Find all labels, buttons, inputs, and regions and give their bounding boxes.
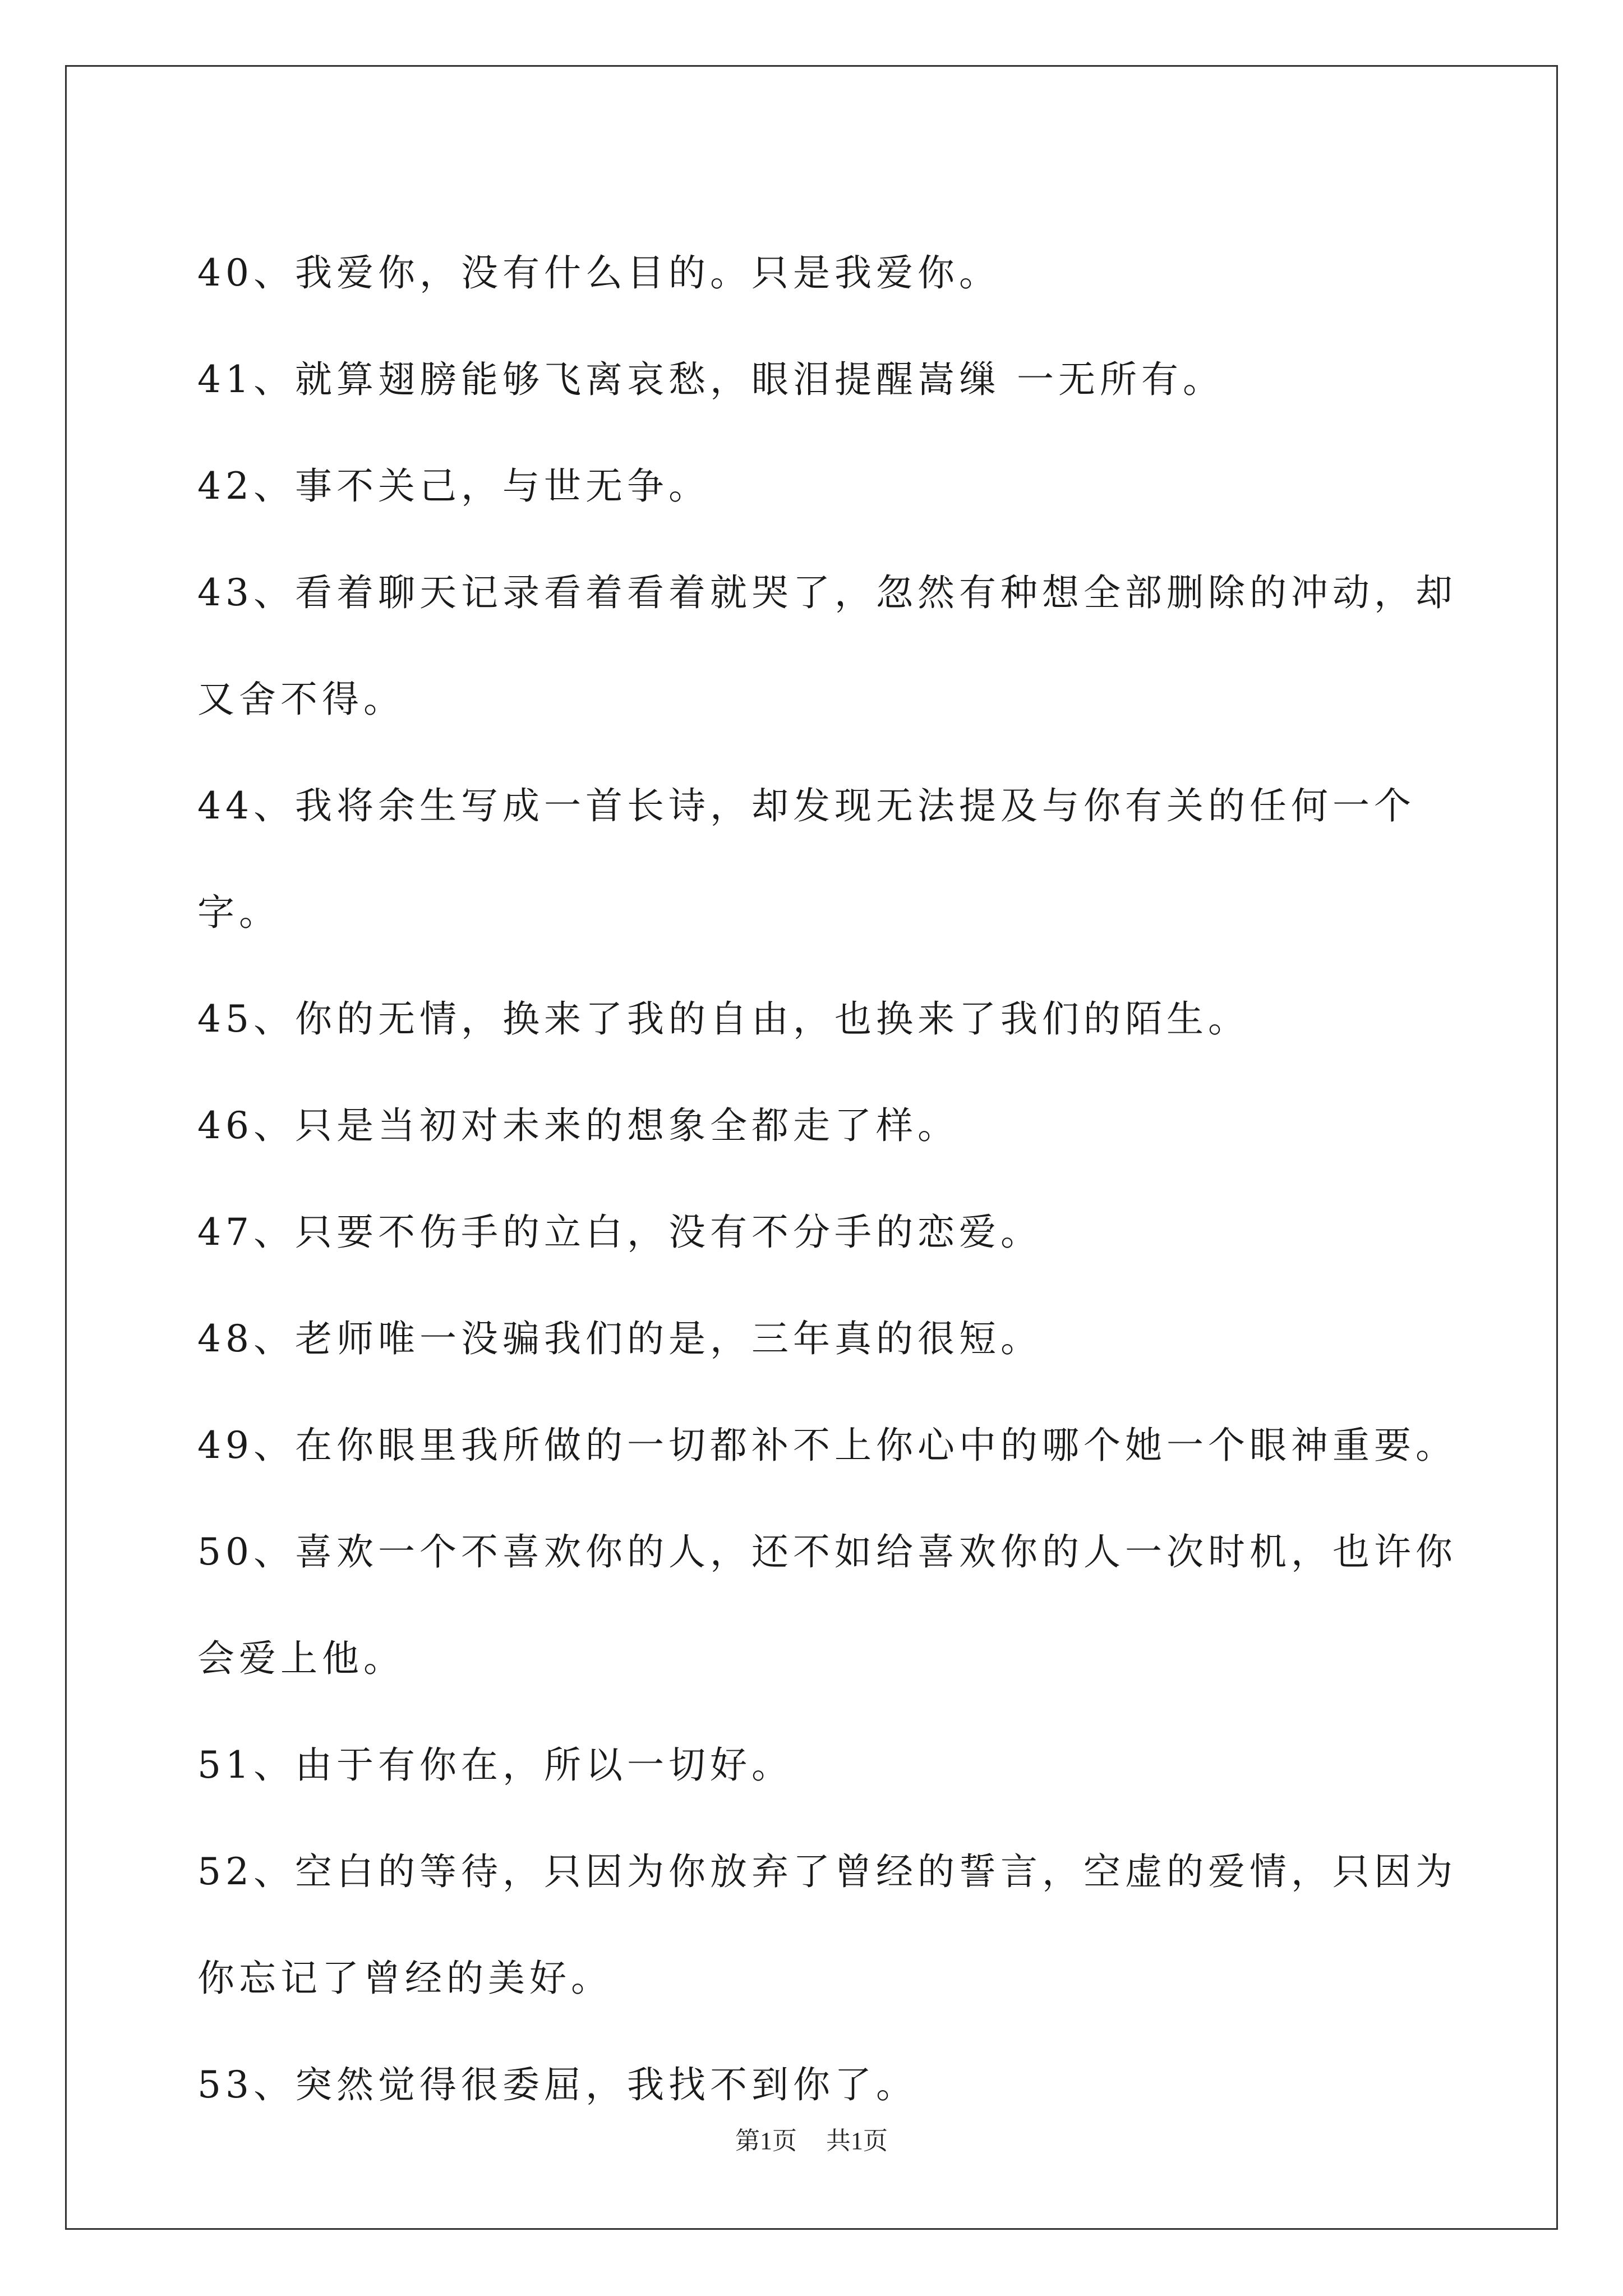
paragraph-47: 47、只要不伤手的立白，没有不分手的恋爱。 bbox=[197, 1211, 1042, 1254]
paragraph-44: 44、我将余生写成一首长诗，却发现无法提及与你有关的任何一个字。 bbox=[197, 784, 1415, 934]
paragraph-46: 46、只是当初对未来的想象全都走了样。 bbox=[197, 1104, 959, 1147]
page-footer bbox=[0, 2120, 1623, 2156]
paragraph-53: 53、突然觉得很委屈，我找不到你了。 bbox=[197, 2063, 917, 2106]
paragraph-43: 43、看着聊天记录看着看着就哭了，忽然有种想全部删除的冲动，却又舍不得。 bbox=[197, 571, 1457, 721]
page-total: 共1页 bbox=[826, 2127, 888, 2155]
paragraph-41: 41、就算翅膀能够飞离哀愁，眼泪提醒嵩缫 一无所有。 bbox=[197, 358, 1224, 401]
paragraph-48: 48、老师唯一没骗我们的是，三年真的很短。 bbox=[197, 1317, 1042, 1360]
paragraph-45: 45、你的无情，换来了我的自由，也换来了我们的陌生。 bbox=[197, 997, 1249, 1041]
paragraph-52: 52、空白的等待，只因为你放弃了曾经的誓言，空虚的爱情，只因为你忘记了曾经的美好。 bbox=[197, 1850, 1457, 2000]
paragraph-49: 49、在你眼里我所做的一切都补不上你心中的哪个她一个眼神重要。 bbox=[197, 1424, 1457, 1467]
paragraph-51: 51、由于有你在，所以一切好。 bbox=[197, 1743, 793, 1787]
page-number: 第1页 bbox=[735, 2127, 797, 2155]
paragraph-50: 50、喜欢一个不喜欢你的人，还不如给喜欢你的人一次时机，也许你会爱上他。 bbox=[197, 1530, 1457, 1680]
paragraph-40: 40、我爱你，没有什么目的。只是我爱你。 bbox=[197, 251, 1000, 295]
paragraph-42: 42、事不关己，与世无争。 bbox=[197, 464, 710, 508]
document-body bbox=[197, 220, 1482, 2138]
